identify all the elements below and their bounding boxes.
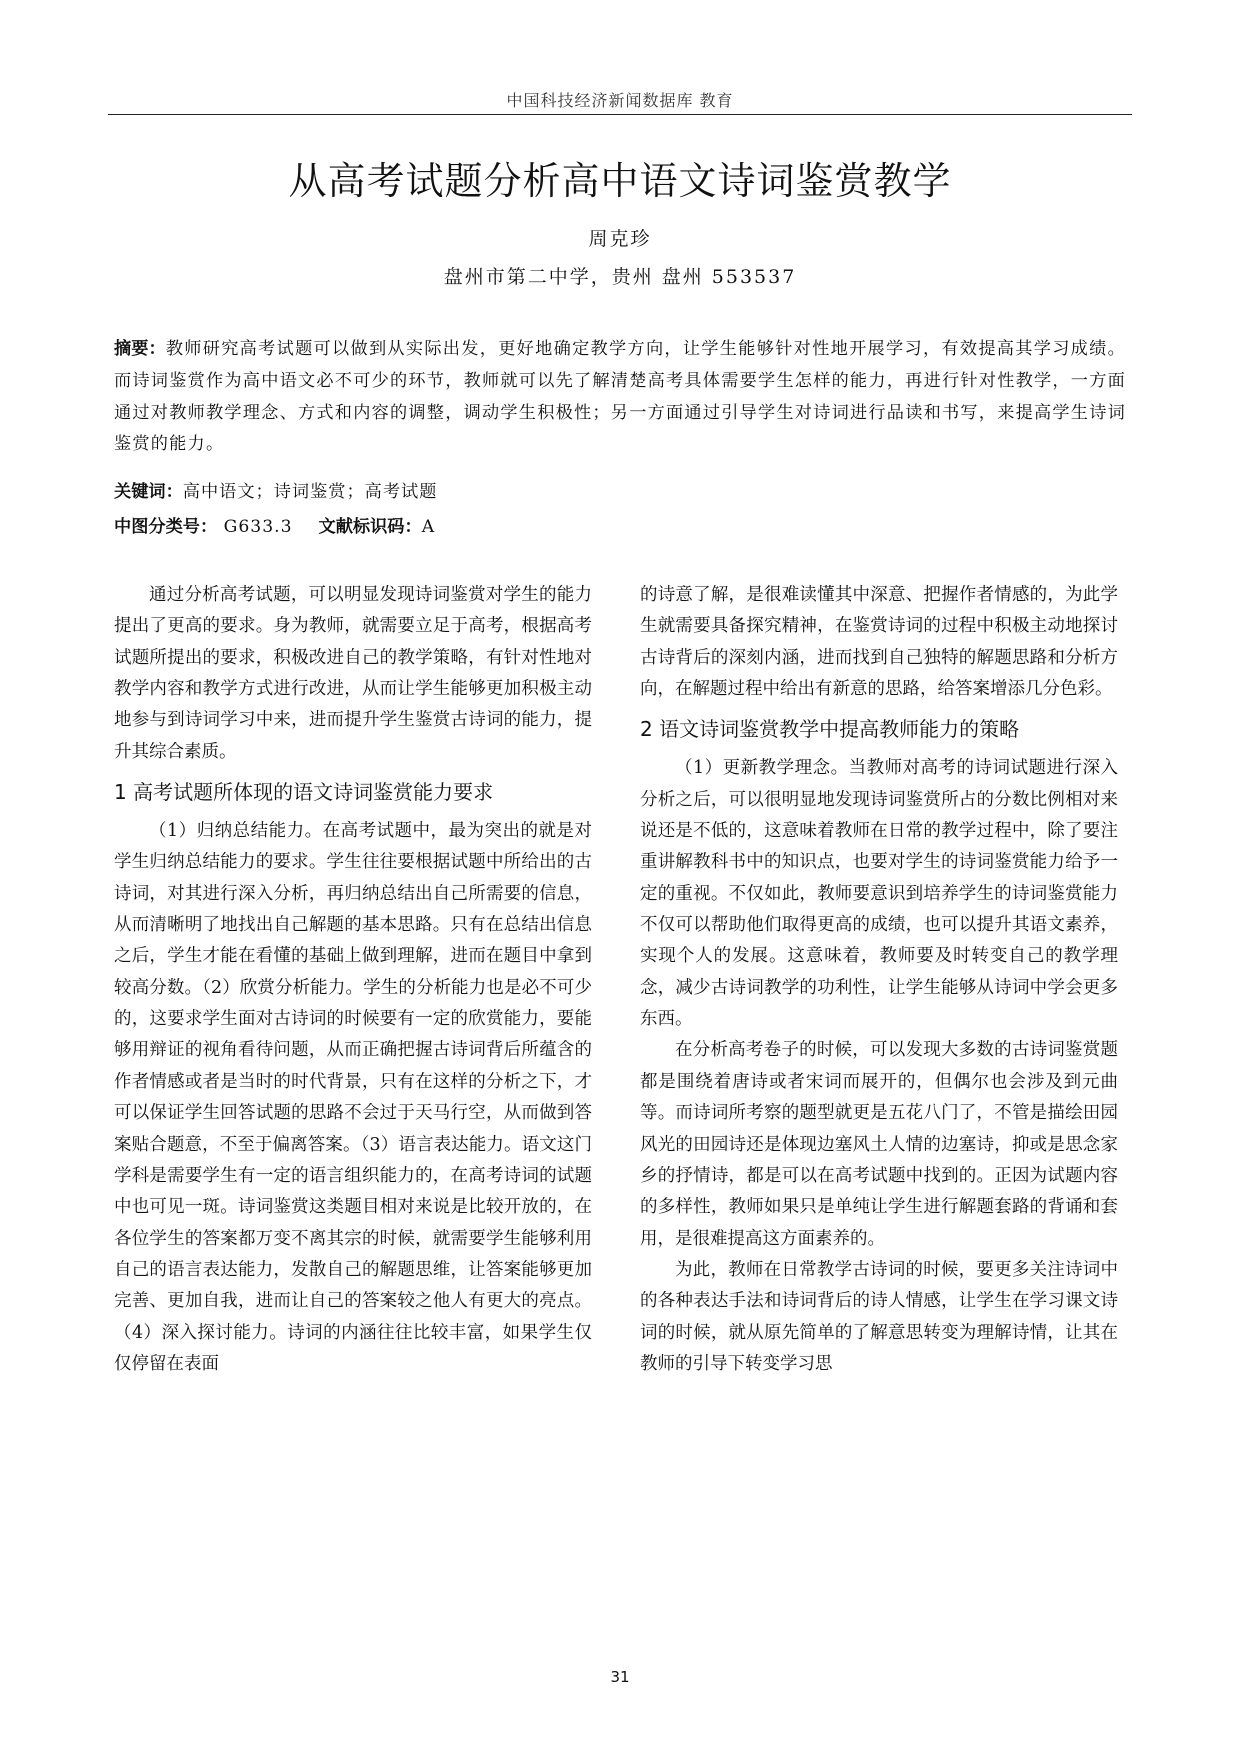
section-1-paragraph: （1）归纳总结能力。在高考试题中，最为突出的就是对学生归纳总结能力的要求。学生往往要根据试题中所给出的古诗词，对其进行深入分析，再归纳总结出自己所需要的信息，从而清晰明了地找出自己解题的基本思路。只有在总结出信息之后，学生才能在看懂的基础上做到理解，进而在题目中拿到较高分数。（2）欣赏分析能力。学生的分析能力也是必不可少的，这要求学生面对古诗词的时候要有一定的欣赏能力，要能够用辩证的视角看待问题，从而正确把握古诗词背后所蕴含的作者情感或者是当时的时代背景，只有在这样的分析之下，才可以保证学生回答试题的思路不会过于天马行空，从而做到答案贴合题意，不至于偏离答案。（3）语言表达能力。语文这门学科是需要学生有一定的语言组织能力的，在高考诗词的试题中也可见一斑。诗词鉴赏这类题目相对来说是比较开放的，在各位学生的答案都万变不离其宗的时候，就需要学生能够利用自己的语言表达能力，发散自己的解题思维，让答案能够更加完善、更加自我，进而让自己的答案较之他人有更大的亮点。（4）深入探讨能力。诗词的内涵往往比较丰富，如果学生仅仅停留在表面: [114, 821, 592, 1374]
abstract: [114, 334, 1126, 461]
abstract-label: 摘要：: [114, 339, 166, 359]
clc-value: G633.3: [223, 517, 293, 537]
body-column-right: [640, 580, 1118, 1380]
clc-label: 中图分类号：: [114, 517, 218, 537]
doc-code-label: 文献标识码：: [318, 517, 422, 537]
running-header: 中国科技经济新闻数据库 教育: [506, 91, 734, 110]
intro-paragraph: 通过分析高考试题，可以明显发现诗词鉴赏对学生的能力提出了更高的要求。身为教师，就需要立足于高考，根据高考试题所提出的要求，积极改进自己的教学策略，有针对性地对教学内容和教学方式进行改进，从而让学生能够更加积极主动地参与到诗词学习中来，进而提升学生鉴赏古诗词的能力，提升其综合素质。: [114, 585, 592, 762]
keywords: [114, 477, 437, 502]
keywords-text: 高中语文；诗词鉴赏；高考试题: [182, 482, 438, 502]
doc-code-value: A: [421, 517, 436, 537]
abstract-text: 教师研究高考试题可以做到从实际出发，更好地确定教学方向，让学生能够针对性地开展学习，有效提高其学习成绩。而诗词鉴赏作为高中语文必不可少的环节，教师就可以先了解清楚高考具体需要学生怎样的能力，再进行针对性教学，一方面通过对教师教学理念、方式和内容的调整，调动学生积极性；另一方面通过引导学生对诗词进行品读和书写，来提高学生诗词鉴赏的能力。: [114, 339, 1126, 455]
section-2-paragraph-2: 在分析高考卷子的时候，可以发现大多数的古诗词鉴赏题都是围绕着唐诗或者宋词而展开的，但偶尔也会涉及到元曲等。而诗词所考察的题型就更是五花八门了，不管是描绘田园风光的田园诗还是体现边塞风土人情的边塞诗，抑或是思念家乡的抒情诗，都是可以在高考试题中找到的。正因为试题内容的多样性，教师如果只是单纯让学生进行解题套路的背诵和套用，是很难提高这方面素养的。: [640, 1040, 1118, 1249]
header-divider: [108, 114, 1132, 115]
keywords-label: 关键词：: [114, 482, 183, 502]
paper-title: 从高考试题分析高中语文诗词鉴赏教学: [288, 159, 952, 203]
body-column-left: [114, 580, 592, 1380]
continued-paragraph: 的诗意了解，是很难读懂其中深意、把握作者情感的，为此学生就需要具备探究精神，在鉴赏诗词的过程中积极主动地探讨古诗背后的深刻内涵，进而找到自己独特的解题思路和分析方向，在解题过程中给出有新意的思路，给答案增添几分色彩。: [640, 585, 1118, 700]
section-2-paragraph-1: （1）更新教学理念。当教师对高考的诗词试题进行深入分析之后，可以很明显地发现诗词鉴赏所占的分数比例相对来说还是不低的，这意味着教师在日常的教学过程中，除了要注重讲解教科书中的知识点，也要对学生的诗词鉴赏能力给予一定的重视。不仅如此，教师要意识到培养学生的诗词鉴赏能力不仅可以帮助他们取得更高的成绩，也可以提升其语文素养，实现个人的发展。这意味着，教师要及时转变自己的教学理念，减少古诗词教学的功利性，让学生能够从诗词中学会更多东西。: [640, 758, 1118, 1030]
section-1-heading: 1 高考试题所体现的语文诗词鉴赏能力要求: [114, 780, 494, 805]
page-number: 31: [610, 1668, 630, 1686]
section-2-paragraph-3: 为此，教师在日常教学古诗词的时候，要更多关注诗词中的各种表达手法和诗词背后的诗人情感，让学生在学习课文诗词的时候，就从原先简单的了解意思转变为理解诗情，让其在教师的引导下转变学习思: [640, 1259, 1118, 1374]
author-affiliation: 盘州市第二中学，贵州 盘州 553537: [443, 266, 797, 288]
section-2-heading: 2 语文诗词鉴赏教学中提高教师能力的策略: [640, 717, 1020, 742]
classification-line: [114, 512, 435, 537]
author-name: 周克珍: [588, 228, 652, 250]
